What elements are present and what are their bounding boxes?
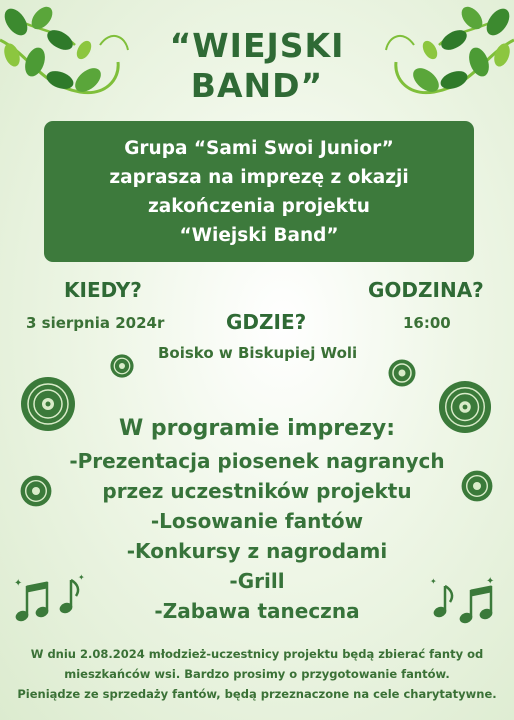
program-item: -Losowanie fantów [150, 509, 364, 533]
svg-text:✦: ✦ [486, 576, 495, 587]
program-item: -Zabawa taneczna [154, 599, 360, 623]
footer-line: mieszkańców wsi. Bardzo prosimy o przygotowanie fantów. [64, 667, 450, 681]
footer-line: W dniu 2.08.2024 młodzież-uczestnicy projektu będą zbierać fanty od [30, 647, 484, 661]
banner-line: zaprasza na imprezę z okazji [109, 166, 409, 188]
invitation-banner [44, 121, 474, 262]
time-value: 16:00 [403, 314, 451, 332]
svg-text:✦: ✦ [430, 577, 437, 586]
where-heading: GDZIE? [226, 310, 307, 334]
music-notes-icon [8, 572, 86, 624]
poster-title-line1: “WIEJSKI [169, 26, 345, 65]
time-heading: GODZINA? [368, 278, 484, 302]
when-value: 3 sierpnia 2024r [26, 314, 165, 332]
when-heading: KIEDY? [64, 278, 142, 302]
program-item: -Prezentacja piosenek nagranych [69, 449, 445, 473]
program-item: -Konkursy z nagrodami [126, 539, 388, 563]
banner-line: Grupa “Sami Swoi Junior” [124, 137, 394, 159]
svg-text:✦: ✦ [14, 578, 23, 589]
music-notes-icon [428, 574, 506, 626]
program-item: przez uczestników projektu [102, 479, 412, 503]
svg-text:✦: ✦ [78, 573, 85, 582]
footer-line: Pieniądze ze sprzedaży fantów, będą przeznaczone na cele charytatywne. [17, 687, 497, 701]
banner-line: zakończenia projektu [148, 195, 370, 217]
poster-title-line2: BAND” [190, 66, 324, 105]
program-item: -Grill [229, 569, 285, 593]
where-value: Boisko w Biskupiej Woli [158, 344, 358, 362]
vinyl-disc-icon [110, 354, 134, 378]
vinyl-disc-icon [388, 359, 416, 387]
banner-line: “Wiejski Band” [179, 224, 339, 246]
program-heading: W programie imprezy: [118, 416, 396, 441]
